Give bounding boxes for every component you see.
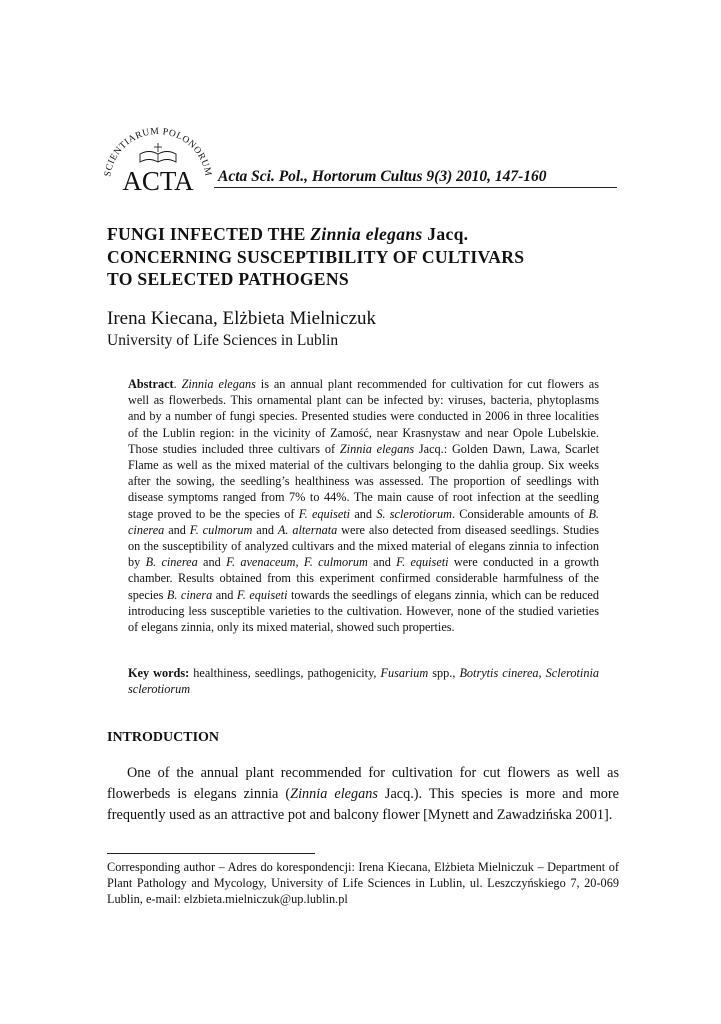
keywords-label: Key words: bbox=[128, 666, 190, 680]
journal-reference: Acta Sci. Pol., Hortorum Cultus 9(3) 2010, 147-160 bbox=[218, 168, 547, 185]
keywords: Key words: healthiness, seedlings, pathogenicity, Fusarium spp., Botrytis cinerea, Sclerotinia sclerotiorum bbox=[128, 666, 599, 697]
acta-seal-icon bbox=[102, 112, 214, 194]
journal-logo bbox=[102, 112, 214, 194]
authors: Irena Kiecana, Elżbieta Mielniczuk bbox=[107, 308, 377, 329]
footnote-divider bbox=[107, 853, 315, 854]
abstract-text: Abstract. Zinnia elegans is an annual plant recommended for cultivation for cut flowers as well as flowerbeds. This ornamental plant can be infected by: viruses, bacteria, phytoplasms and by a number of fungi species. Presented studies were conducted in 2006 in three localities of the Lublin region: in the vicinity of Zamość, near Krasnystaw and near Opole Lubelskie. Those studies included three cultivars of Zinnia elegans Jacq.: Golden Dawn, Lawa, Scarlet Flame as well as the mixed material of the cultivars belonging to the dahlia group. Six weeks after the sowing, the seedling’s healthiness was assessed. The proportion of seedlings with disease symptoms ranged from 7% to 44%. The main cause of root infection at the seedling stage proved to be the species of F. equiseti and S. sclerotiorum. Considerable amounts of B. cinerea and F. culmorum and A. alternata were also detected from diseased seedlings. Studies on the susceptibility of analyzed cultivars and the mixed material of elegans zinnia to infection by B. cinerea and F. avenaceum, F. culmorum and F. equiseti were conducted in a growth chamber. Results obtained from this experiment confirmed considerable harmfulness of the species B. cinera and F. equiseti towards the seedlings of elegans zinnia, which can be reduced introducing less susceptible varieties to the cultivation. However, none of the studied varieties of elegans zinnia, only its mixed material, showed such properties. bbox=[128, 377, 600, 635]
header-divider bbox=[214, 187, 617, 188]
affiliation: University of Life Sciences in Lublin bbox=[107, 332, 339, 349]
section-heading-introduction: INTRODUCTION bbox=[107, 730, 220, 745]
abstract-label: Abstract bbox=[128, 377, 174, 391]
title-line-1: FUNGI INFECTED THE Zinnia elegans Jacq. bbox=[107, 224, 469, 244]
title-line-3: TO SELECTED PATHOGENS bbox=[107, 269, 349, 289]
article-title bbox=[107, 223, 627, 291]
title-line-2: CONCERNING SUSCEPTIBILITY OF CULTIVARS bbox=[107, 246, 525, 267]
logo-word: ACTA bbox=[122, 166, 194, 194]
footnote-corresponding-author: Corresponding author – Adres do korespondencji: Irena Kiecana, Elżbieta Mielniczuk – Department of Plant Pathology and Mycology, University of Life Sciences in Lublin, ul. Leszczyńskiego 7, 20-069 Lublin, e-mail: elzbieta.mielniczuk@up.lublin.pl bbox=[107, 860, 619, 906]
abstract bbox=[128, 376, 599, 635]
title-species: Zinnia elegans bbox=[310, 224, 423, 244]
introduction-paragraph: One of the annual plant recommended for cultivation for cut flowers as well as flowerbeds is elegans zinnia (Zinnia elegans Jacq.). This species is more and more frequently used as an attractive pot and balcony flower [Mynett and Zawadzińska 2001]. bbox=[107, 765, 620, 823]
logo-arc-text: SCIENTIARUM POLONORUM bbox=[103, 126, 213, 178]
